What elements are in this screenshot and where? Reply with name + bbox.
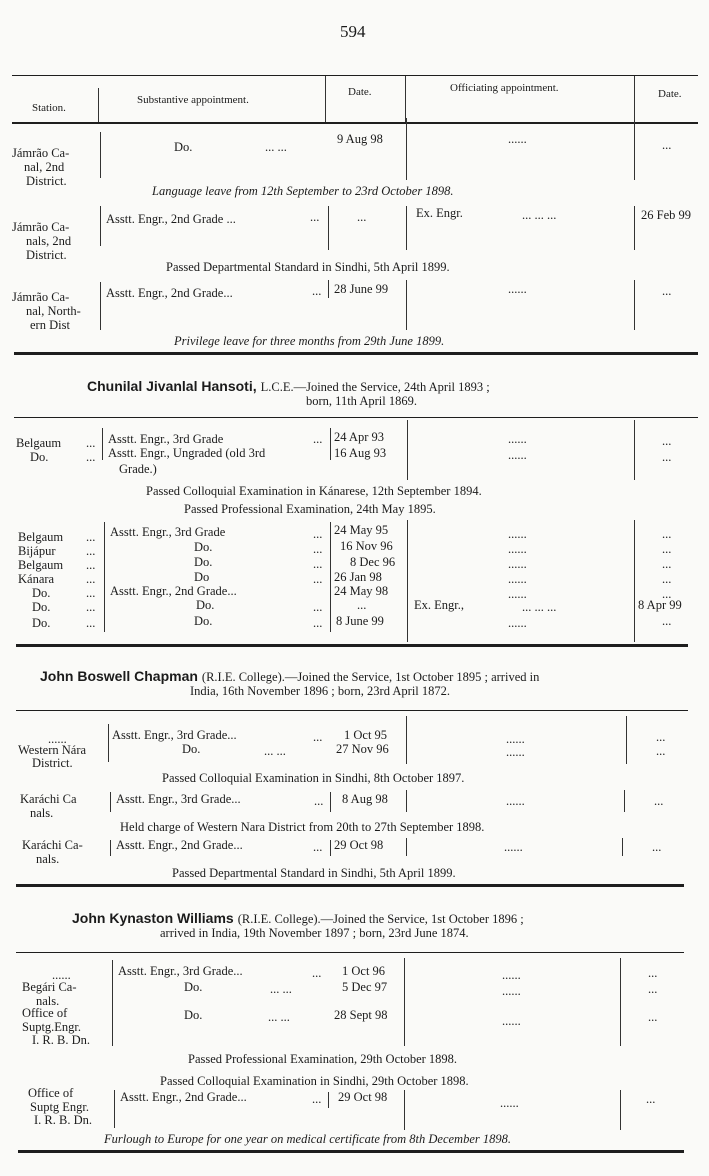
station-cell: Belgaum — [18, 530, 64, 544]
date2-cell: 26 Feb 99 — [641, 208, 691, 222]
header-divider — [325, 76, 326, 122]
header-divider — [634, 76, 635, 122]
header-top-rule — [12, 75, 698, 76]
officiating-cell: ...... — [502, 968, 521, 982]
station-cell: nals. — [36, 994, 60, 1008]
substantive-cell: Do — [194, 570, 210, 584]
header-bottom-rule — [12, 122, 698, 124]
note: Passed Colloquial Examination in Sindhi, 8th October 1897. — [162, 771, 465, 785]
section-rule — [16, 644, 688, 647]
date2-cell: ... — [662, 527, 672, 541]
station-cell: District. — [26, 248, 67, 262]
col-rule — [634, 280, 635, 330]
station-cell: nal, North- — [26, 304, 81, 318]
col-rule — [406, 716, 407, 764]
officiating-cell: ...... — [508, 572, 527, 586]
col-rule — [626, 716, 627, 764]
officiating-cell: ...... — [504, 840, 523, 854]
leader-dots: ... — [86, 450, 96, 464]
leader-dots: ... — [313, 730, 323, 744]
substantive-cell: Do. — [194, 555, 213, 569]
table-rule — [16, 952, 684, 953]
officer-name: John Boswell Chapman — [40, 668, 198, 684]
col-rule — [404, 958, 405, 1046]
date2-cell: ... — [656, 744, 666, 758]
station-cell: Bijápur — [18, 544, 56, 558]
note: Passed Colloquial Examination in Kánarese, 12th September 1894. — [146, 484, 482, 498]
date2-cell: 8 Apr 99 — [638, 598, 682, 612]
date-cell: 16 Nov 96 — [340, 539, 393, 553]
officer-name: Chunilal Jivanlal Hansoti, — [87, 378, 257, 394]
substantive-cell: Do. — [194, 614, 213, 628]
officiating-cell: ...... — [500, 1096, 519, 1110]
date2-cell: ... — [648, 1010, 658, 1024]
date2-cell: ... — [656, 730, 666, 744]
col-rule — [407, 420, 408, 480]
leader-dots: ... ... ... — [522, 208, 557, 222]
leader-dots: ... — [86, 530, 96, 544]
station-cell: Karáchi Ca — [20, 792, 77, 806]
date-cell: 28 Sept 98 — [334, 1008, 388, 1022]
station-cell: Belgaum — [16, 436, 62, 450]
date2-cell: ... — [648, 982, 658, 996]
leader-dots: ... ... — [265, 140, 287, 154]
col-rule — [108, 724, 109, 762]
date-cell: 5 Dec 97 — [342, 980, 388, 994]
section-rule — [16, 884, 684, 887]
date2-cell: ... — [662, 542, 672, 556]
header-substantive: Substantive appointment. — [137, 94, 249, 106]
leader-dots: ... — [312, 284, 322, 298]
leader-dots: ... — [313, 432, 323, 446]
leader-dots: ... — [313, 600, 323, 614]
leader-dots: ... ... ... — [522, 600, 557, 614]
officiating-cell: ...... — [508, 432, 527, 446]
page-number: 594 — [340, 22, 366, 41]
officiating-cell: ...... — [502, 984, 521, 998]
note: Passed Professional Examination, 29th October 1898. — [188, 1052, 458, 1066]
header-divider — [98, 88, 99, 122]
col-rule — [330, 792, 331, 812]
date-cell: 1 Oct 95 — [344, 728, 388, 742]
leader-dots: ... — [313, 557, 323, 571]
intro-text: L.C.E.—Joined the Service, 24th April 1893 ; — [260, 380, 490, 394]
date2-cell: ... — [662, 587, 672, 601]
date2-cell: ... — [662, 614, 672, 628]
substantive-cell: Asstt. Engr., 2nd Grade ... — [106, 212, 236, 226]
col-rule — [634, 206, 635, 250]
officiating-cell: Ex. Engr. — [416, 206, 463, 220]
col-rule — [102, 428, 103, 460]
station-cell: Jámrão Ca- — [12, 146, 70, 160]
officiating-cell: ...... — [508, 587, 527, 601]
station-cell: Do. — [32, 586, 51, 600]
intro-text: India, 16th November 1896 ; born, 23rd April 1872. — [190, 684, 451, 698]
substantive-cell: Asstt. Engr., 2nd Grade... — [110, 584, 237, 598]
note: Passed Colloquial Examination in Sindhi, 29th October 1898. — [160, 1074, 469, 1088]
date2-cell: ... — [662, 284, 672, 298]
leader-dots: ... — [313, 616, 323, 630]
leader-dots: ... — [314, 794, 324, 808]
note: Passed Departmental Standard in Sindhi, 5th April 1899. — [172, 866, 456, 880]
officiating-cell: ...... — [508, 448, 527, 462]
col-rule — [328, 206, 329, 250]
col-rule — [620, 958, 621, 1046]
col-rule — [620, 1090, 621, 1130]
section-rule — [18, 1150, 684, 1153]
station-cell: ...... — [52, 968, 71, 982]
station-cell: District. — [32, 756, 73, 770]
col-rule — [634, 420, 635, 480]
col-rule — [634, 520, 635, 642]
station-cell: nals. — [30, 806, 54, 820]
date2-cell: ... — [662, 450, 672, 464]
col-rule — [406, 118, 407, 180]
date-cell: 26 Jan 98 — [334, 570, 382, 584]
officiating-cell: ...... — [508, 527, 527, 541]
leader-dots: ... — [86, 558, 96, 572]
officiating-cell: ...... — [508, 616, 527, 630]
station-cell: ern Dist — [30, 318, 70, 332]
station-cell: I. R. B. Dn. — [34, 1113, 92, 1127]
note: Passed Departmental Standard in Sindhi, 5th April 1899. — [166, 260, 450, 274]
note: Furlough to Europe for one year on medical certificate from 8th December 1898. — [104, 1132, 511, 1146]
station-cell: Suptg.Engr. — [22, 1020, 82, 1034]
col-rule — [328, 280, 329, 298]
leader-dots: ... — [86, 544, 96, 558]
substantive-cell: Asstt. Engr., 3rd Grade — [108, 432, 224, 446]
station-cell: District. — [26, 174, 67, 188]
leader-dots: ... ... — [270, 982, 292, 996]
leader-dots: ... — [86, 616, 96, 630]
intro-text: (R.I.E. College).—Joined the Service, 1st October 1895 ; arrived in — [201, 670, 540, 684]
col-rule — [330, 522, 331, 632]
substantive-cell: Asstt. Engr., 3rd Grade — [110, 525, 226, 539]
leader-dots: ... — [310, 210, 320, 224]
intro-text: born, 11th April 1869. — [306, 394, 417, 408]
station-cell: Office of — [22, 1006, 68, 1020]
officiating-cell: ...... — [506, 794, 525, 808]
leader-dots: ... ... — [264, 744, 286, 758]
officiating-cell: ...... — [508, 542, 527, 556]
date-cell: 8 Aug 98 — [342, 792, 388, 806]
officer-name: John Kynaston Williams — [72, 910, 234, 926]
substantive-cell: Asstt. Engr., Ungraded (old 3rd — [108, 446, 266, 460]
note: Passed Professional Examination, 24th May 1895. — [184, 502, 436, 516]
date2-cell: ... — [646, 1092, 656, 1106]
section-rule — [14, 352, 698, 355]
station-cell: Do. — [32, 600, 51, 614]
station-cell: nals. — [36, 852, 60, 866]
date-cell: 29 Oct 98 — [338, 1090, 388, 1104]
date-cell: 24 May 98 — [334, 584, 389, 598]
col-rule — [624, 790, 625, 812]
date-cell: 28 June 99 — [334, 282, 389, 296]
leader-dots: ... — [86, 436, 96, 450]
substantive-cell: Do. — [194, 540, 213, 554]
officiating-cell: ...... — [508, 282, 527, 296]
station-cell: Begári Ca- — [22, 980, 77, 994]
date-cell: 8 Dec 96 — [350, 555, 396, 569]
substantive-cell: Asstt. Engr., 2nd Grade... — [116, 838, 243, 852]
date-cell: 24 Apr 93 — [334, 430, 384, 444]
col-rule — [110, 792, 111, 812]
substantive-cell: Asstt. Engr., 2nd Grade... — [120, 1090, 247, 1104]
leader-dots: ... — [313, 542, 323, 556]
col-rule — [104, 522, 105, 632]
substantive-cell: Asstt. Engr., 3rd Grade... — [118, 964, 243, 978]
col-rule — [406, 206, 407, 250]
note: Language leave from 12th September to 23rd October 1898. — [152, 184, 454, 198]
station-cell: Karáchi Ca- — [22, 838, 83, 852]
station-cell: Do. — [32, 616, 51, 630]
leader-dots: ... — [86, 572, 96, 586]
date-cell: 27 Nov 96 — [336, 742, 389, 756]
officiating-cell: ...... — [508, 132, 527, 146]
col-rule — [407, 520, 408, 642]
date-cell: 16 Aug 93 — [334, 446, 387, 460]
col-rule — [634, 118, 635, 180]
substantive-cell: Asstt. Engr., 2nd Grade... — [106, 286, 233, 300]
substantive-cell: Asstt. Engr., 3rd Grade... — [112, 728, 237, 742]
col-rule — [406, 790, 407, 812]
date2-cell: ... — [652, 840, 662, 854]
date-cell: 24 May 95 — [334, 523, 389, 537]
date-cell: 29 Oct 98 — [334, 838, 384, 852]
leader-dots: ... — [313, 572, 323, 586]
date2-cell: ... — [662, 434, 672, 448]
col-rule — [406, 838, 407, 856]
leader-dots: ... — [312, 1092, 322, 1106]
leader-dots: ... — [86, 586, 96, 600]
date2-cell: ... — [662, 138, 672, 152]
col-rule — [328, 1092, 329, 1108]
leader-dots: ... ... — [268, 1010, 290, 1024]
substantive-cell: Do. — [184, 1008, 203, 1022]
station-cell: nal, 2nd — [24, 160, 65, 174]
officiating-cell: ...... — [506, 732, 525, 746]
officer-intro — [87, 378, 490, 396]
station-cell: Do. — [30, 450, 49, 464]
date2-cell: ... — [662, 557, 672, 571]
col-rule — [406, 280, 407, 330]
officiating-cell: ...... — [506, 745, 525, 759]
date-cell: ... — [357, 210, 367, 224]
date2-cell: ... — [648, 966, 658, 980]
date-cell: 1 Oct 96 — [342, 964, 386, 978]
col-rule — [110, 840, 111, 856]
table-rule — [16, 710, 688, 711]
officiating-cell: ...... — [502, 1014, 521, 1028]
station-cell: Kánara — [18, 572, 55, 586]
substantive-cell: Do. — [184, 980, 203, 994]
station-cell: Office of — [28, 1086, 74, 1100]
substantive-cell: Do. — [182, 742, 201, 756]
col-rule — [100, 206, 101, 246]
substantive-cell: Do. — [196, 598, 215, 612]
header-date: Date. — [348, 86, 372, 98]
date-cell: ... — [357, 598, 367, 612]
date2-cell: ... — [654, 794, 664, 808]
col-rule — [112, 960, 113, 1046]
leader-dots: ... — [312, 966, 322, 980]
station-cell: Jámrão Ca- — [12, 290, 70, 304]
leader-dots: ... — [313, 527, 323, 541]
station-cell: nals, 2nd — [26, 234, 72, 248]
col-rule — [100, 132, 101, 178]
col-rule — [622, 838, 623, 856]
col-rule — [404, 1090, 405, 1130]
table-rule — [14, 417, 698, 418]
substantive-cell: Asstt. Engr., 3rd Grade... — [116, 792, 241, 806]
leader-dots: ... — [313, 840, 323, 854]
station-cell: ...... — [48, 732, 67, 746]
station-cell: Jámrão Ca- — [12, 220, 70, 234]
col-rule — [330, 840, 331, 856]
header-date-2: Date. — [658, 88, 682, 100]
header-station: Station. — [32, 102, 66, 114]
officiating-cell: Ex. Engr., — [414, 598, 464, 612]
date-cell: 9 Aug 98 — [337, 132, 383, 146]
date-cell: 8 June 99 — [336, 614, 384, 628]
col-rule — [114, 1090, 115, 1128]
date2-cell: ... — [662, 572, 672, 586]
station-cell: Western Nára — [18, 743, 87, 757]
intro-text: arrived in India, 19th November 1897 ; born, 23rd June 1874. — [160, 926, 469, 940]
col-rule — [100, 282, 101, 330]
header-divider — [405, 76, 406, 122]
substantive-cell: Grade.) — [119, 462, 157, 476]
note: Held charge of Western Nara District from 20th to 27th September 1898. — [120, 820, 485, 834]
header-officiating: Officiating appointment. — [450, 82, 559, 94]
station-cell: Suptg Engr. — [30, 1100, 90, 1114]
officiating-cell: ...... — [508, 557, 527, 571]
note: Privilege leave for three months from 29th June 1899. — [174, 334, 445, 348]
leader-dots: ... — [86, 600, 96, 614]
substantive-cell: Do. — [174, 140, 193, 154]
station-cell: I. R. B. Dn. — [32, 1033, 90, 1047]
intro-text: (R.I.E. College).—Joined the Service, 1st October 1896 ; — [237, 912, 524, 926]
col-rule — [330, 428, 331, 460]
station-cell: Belgaum — [18, 558, 64, 572]
